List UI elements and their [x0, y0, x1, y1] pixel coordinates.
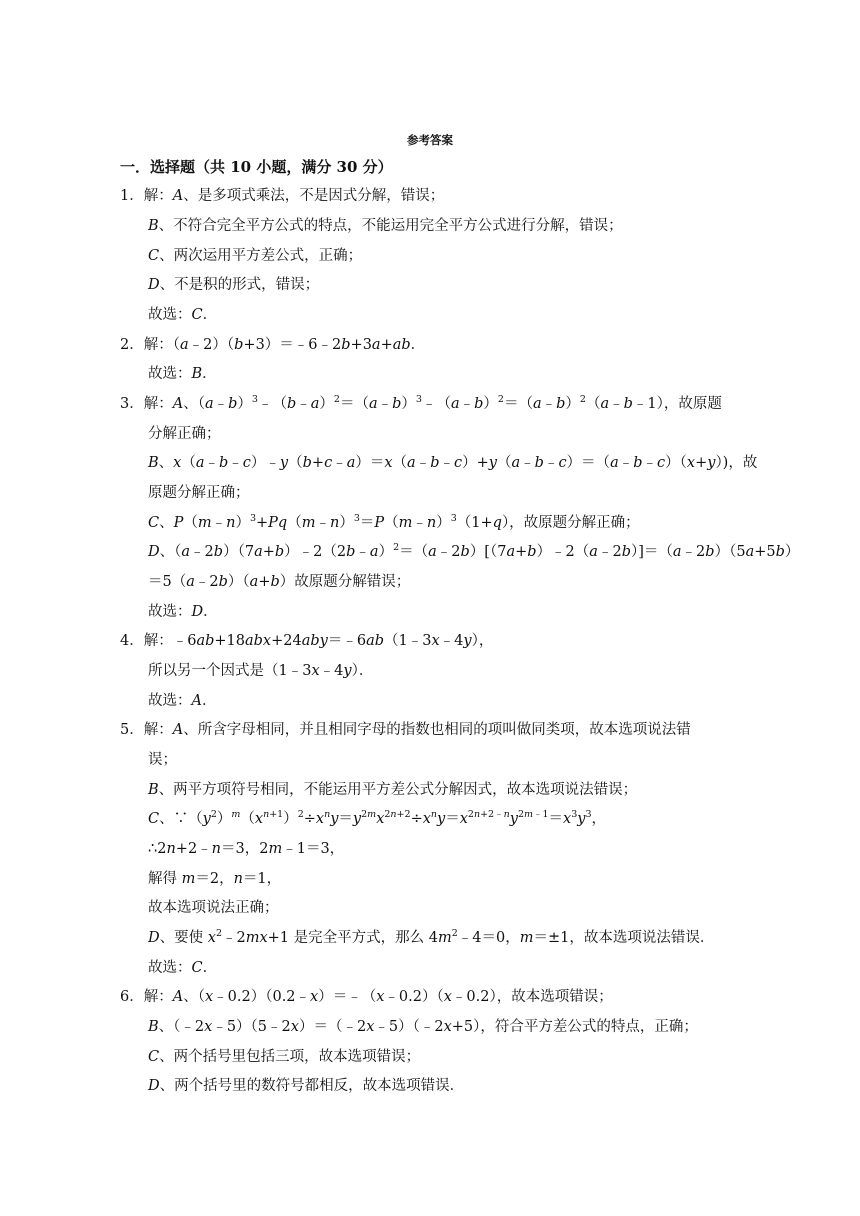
- answer-line: 3．解：A、（a﹣b）$^3$﹣（b﹣a）$^2$＝（a﹣b）$^3$﹣（a﹣b）$^2$＝（a﹣b）$^2$（a﹣b﹣1），故原题: [120, 394, 722, 412]
- answer-line: 故选：C．: [148, 307, 218, 323]
- answer-line: 6．解：A、（x﹣0.2）（0.2﹣x）＝﹣（x﹣0.2）（x﹣0.2），故本选项错误；: [120, 989, 613, 1005]
- answer-line: B、不符合完全平方公式的特点，不能运用完全平方公式进行分解，错误；: [148, 218, 623, 234]
- answer-line: B、x（a﹣b﹣c）﹣y（b+c﹣a）＝x（a﹣b﹣c）+y（a﹣b﹣c）＝（a﹣b﹣c）（x+y）)，故: [148, 455, 758, 471]
- answer-line: 2．解：（a﹣2）（b+3）＝﹣6﹣2b+3a+ab．: [120, 337, 426, 353]
- answer-line: 故选：B．: [148, 366, 217, 382]
- answer-line: C、两个括号里包括三项，故本选项错误；: [148, 1049, 421, 1065]
- answer-line: C、$\because(y^2)^m(x^{n+1})^2\div x^ny=y^{2m}x^{2n+2}\div x^ny=x^{2n+2﹣n}y^{2m﹣1}=x^3y^3$，: [148, 809, 607, 827]
- answer-line: C、P（m﹣n）$^3$+Pq（m﹣n）$^3$＝P（m﹣n）$^3$（1+q），故原题分解正确；: [148, 513, 640, 531]
- answer-line: 4．解：﹣6ab+18abx+24aby＝﹣6ab（1﹣3x﹣4y），: [120, 633, 494, 649]
- answer-line: D、不是积的形式，错误；: [148, 277, 320, 293]
- answer-line: 误；: [148, 752, 177, 768]
- answer-line: D、（a﹣2b）（7a+b）﹣2（2b﹣a）$^2$＝（a﹣2b）[（7a+b）﹣2（a﹣2b）]＝（a﹣2b）（5a+5b）: [148, 542, 800, 560]
- answer-line: B、两平方项符号相同，不能运用平方差公式分解因式，故本选项说法错误；: [148, 782, 638, 798]
- answer-line: B、（﹣2x﹣5）（5﹣2x）＝（﹣2x﹣5）（﹣2x+5），符合平方差公式的特点，正确；: [148, 1019, 698, 1035]
- answer-line: C、两次运用平方差公式，正确；: [148, 248, 363, 264]
- answer-line: 1．解：A、是多项式乘法，不是因式分解，错误；: [120, 188, 445, 204]
- answer-line: 故选：A．: [148, 693, 217, 709]
- answer-line: 故选：C．: [148, 960, 218, 976]
- section-heading: 一．选择题（共 10 小题，满分 30 分）: [120, 158, 393, 176]
- page-title: 参考答案: [407, 133, 453, 147]
- answer-line: 5．解：A、所含字母相同，并且相同字母的指数也相同的项叫做同类项，故本选项说法错: [120, 722, 691, 738]
- answer-line: ＝5（a﹣2b）（a+b）故原题分解错误；: [148, 574, 411, 590]
- answer-line: D、两个括号里的数符号都相反，故本选项错误．: [148, 1078, 465, 1094]
- answer-line: D、要使 $x^2﹣2mx+1$ 是完全平方式，那么 $4m^2﹣4=0$，m＝±1，故本选项说法错误．: [148, 928, 715, 946]
- answer-line: 分解正确；: [148, 426, 221, 442]
- answer-line: 所以另一个因式是（1﹣3x﹣4y）．: [148, 663, 374, 679]
- answer-line: 故选：D．: [148, 604, 218, 620]
- answer-line: 解得 m＝2，n＝1，: [148, 871, 282, 887]
- answer-line: ∴2n+2﹣n＝3，2m﹣1＝3，: [148, 841, 345, 857]
- answer-line: 原题分解正确；: [148, 485, 250, 501]
- answer-line: 故本选项说法正确；: [148, 900, 279, 916]
